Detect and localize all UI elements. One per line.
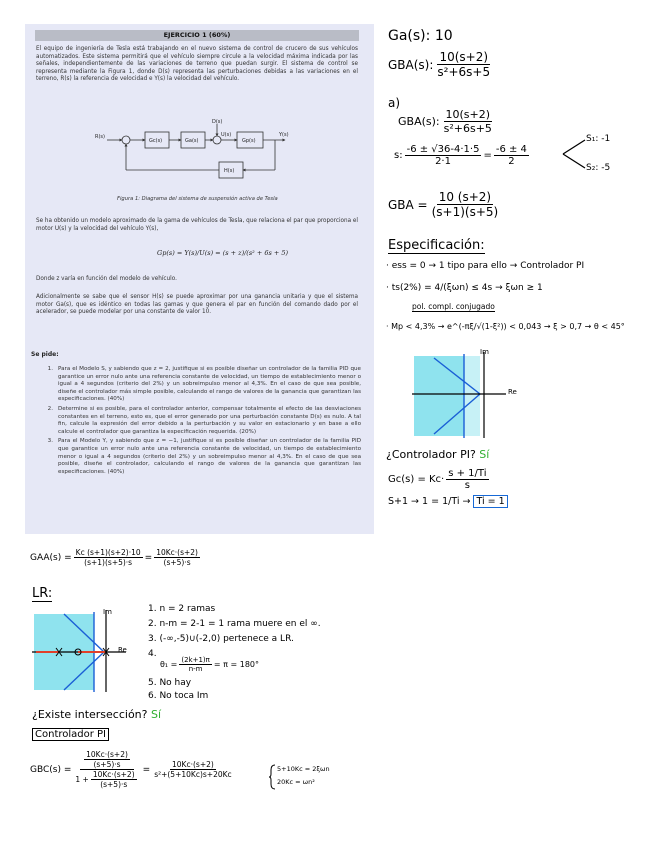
roots-lhs: s: (394, 150, 403, 161)
gc-lhs: Gc(s) = Kc· (388, 474, 445, 485)
note-gaa: GAA(s) = $\frac{Kc (s+1)(s+2)\cdot 10}{(s+1)(s+5)\cdot s}$ = $\frac{10Kc\cdot(s+2)}{(s+5)\cdot s}$ (30, 548, 198, 567)
theta-numerator: (2k+1)π (181, 656, 210, 664)
roots-denominator-1: 2·1 (435, 156, 451, 167)
exercise-header: EJERCICIO 1 (60%) (35, 30, 359, 41)
gba-fraction-repeat (442, 108, 494, 135)
gba-denominator: s²+6s+5 (437, 65, 491, 79)
note-part-a: a) (388, 96, 401, 110)
locus-axis-re: Re (118, 646, 127, 654)
question-text: Determine si es posible, para el controlador anterior, compensar totalmente el efecto de las desviaciones constantes en el terreno, esto es, que el error generado por una perturbación constante D(s) es nulo. A tal fin, calcule la expresión del error debido a la perturbación y su valor en estacionario y en base a ello calcule el controlador que garantiza la especificación requerida. (20%) (58, 405, 361, 435)
gaa-numerator-2: 10Kc·(s+2) (156, 548, 198, 557)
note-pi-question (386, 448, 489, 461)
question-item (35, 438, 361, 476)
gbc-result-numerator: 10Kc·(s+2) (172, 760, 214, 769)
lr-item-6: 6. No toca Im (148, 691, 209, 701)
gba-fraction (435, 50, 492, 79)
gaa-fraction-1 (74, 548, 143, 567)
z-paragraph: Donde z varía en función del modelo de vehículo. (36, 276, 177, 282)
lr-item-5: 5. No hay (148, 678, 192, 688)
diagram-label-d: D(s) (212, 119, 223, 125)
note-spec-title: Especificación: (388, 238, 485, 253)
gbc-big-denominator (73, 770, 140, 789)
note-intersection-question (32, 708, 161, 721)
intersection-answer-si: Sí (150, 708, 162, 721)
lr-item-4: 4. (148, 649, 157, 659)
roots-branch-lines (561, 136, 587, 172)
diagram-block-gp: Gp(s) (242, 138, 256, 144)
gbc-top-numerator: 10Kc·(s+2) (86, 750, 128, 759)
diagram-label-u: U(s) (221, 132, 232, 138)
note-spec-2: · ts(2%) = 4/(ξωn) ≤ 4s → ξωn ≥ 1 (386, 283, 543, 293)
region-axis-im: Im (480, 348, 489, 356)
gbc-bottom-numerator: 10Kc·(s+2) (92, 770, 135, 779)
gba-lhs-repeat: GBA(s): (398, 115, 440, 128)
question-text: Para el Modelo S, y sabiendo que z = 2, justifique si es posible diseñar un controlador de la familia PID que garantice un error nulo ante una referencia constante de velocidad, un tiempo de establecimiento menor o igual a 4 segundos (criterio del 2%) y un sobreimpulso menor al 4,3%. En el caso de que sea posible, diseñe el controlador más simple posible, calculando el rango de valores de la ganancia que garantizan las especificaciones. (40%) (58, 366, 361, 403)
note-s1: S₁: -1 (586, 134, 611, 144)
gbc-bottom-fraction (91, 770, 137, 789)
ti-line: S+1 → 1 = 1/Ti → (388, 496, 471, 507)
gc-denominator: s (464, 480, 470, 491)
gbc-top-fraction (84, 750, 130, 769)
note-spec-1: · ess = 0 → 1 tipo para ello → Controlador PI (386, 261, 585, 271)
gaa-numerator-1: Kc (s+1)(s+2)·10 (75, 548, 141, 557)
intersection-question-text: ¿Existe intersección? (32, 708, 148, 721)
gba2-numerator: 10 (s+2) (438, 190, 492, 204)
figure-caption: Figura 1: Diagrama del sistema de suspensión activa de Tesla (117, 196, 278, 202)
spec-region-sketch (410, 350, 520, 440)
question-number: 2. (47, 405, 53, 412)
diagram-block-h: H(s) (224, 168, 235, 174)
question-list (35, 366, 361, 478)
gaa-fraction-2 (154, 548, 200, 567)
gbc-big-numerator (80, 750, 134, 770)
gba-lhs: GBA(s): (388, 57, 434, 72)
note-lr-title: LR: (32, 586, 53, 601)
gbc-bottom-denominator: (s+5)·s (100, 780, 128, 789)
ti-result-box: Ti = 1 (473, 495, 507, 508)
gba2-fraction (430, 190, 501, 219)
question-item (35, 406, 361, 436)
theta-fraction (179, 656, 212, 673)
note-controller-box: Controlador PI (32, 728, 109, 741)
pi-question-text: ¿Controlador PI? (386, 448, 476, 461)
diagram-block-gc: Gc(s) (149, 138, 163, 144)
question-number: 3. (47, 438, 53, 445)
gbc-one-plus: 1 + (75, 775, 89, 784)
gbc-big-fraction (73, 750, 140, 789)
theta-denominator: n-m (188, 665, 203, 673)
roots-numerator-1: -6 ± √36-4·1·5 (406, 144, 480, 155)
gba-numerator-repeat: 10(s+2) (445, 108, 491, 121)
note-theta (160, 656, 259, 673)
note-system-eq-2: 20Kc = ωn² (277, 778, 315, 786)
note-roots: s: $\frac{-6 \pm √36-4\cdot 1\cdot 5}{2\cdot 1}$ = $\frac{-6 \pm 4}{2}$ (394, 144, 527, 167)
gba-denominator-repeat: s²+6s+5 (443, 122, 492, 135)
gc-fraction (446, 468, 488, 491)
note-gba-repeat (398, 108, 496, 135)
lr-item-2: 2. n-m = 2-1 = 1 rama muere en el ∞. (148, 619, 321, 629)
note-gc (388, 468, 491, 491)
note-s2: S₂: -5 (586, 163, 611, 173)
region-axis-re: Re (508, 388, 517, 396)
gbc-top-denominator: (s+5)·s (93, 760, 121, 769)
gaa-denominator-2: (s+5)·s (163, 558, 191, 567)
gbc-result-denominator: s²+(5+10Kc)s+20Kc (154, 770, 232, 779)
note-spec-3: · Mp < 4,3% → e^(-πξ/√(1-ξ²)) < 0,043 → ξ > 0,7 → θ < 45° (386, 322, 625, 331)
locus-axis-im: Im (103, 608, 112, 616)
intro-paragraph: El equipo de ingeniería de Tesla está trabajando en el nuevo sistema de control de crucero de sus vehículos automatizados. Este sistema permitirá que el vehículo siempre circule a la velocidad máxima indicada por las señales, independientemente de las variaciones de terreno que puedan surgir. El sistema de control se representa mediante la Figura 1, donde D(s) representa las perturbaciones debidas a las variaciones en el terreno, R(s) la referencia de velocidad e Y(s) la velocidad del vehículo. (36, 46, 358, 83)
se-pide-heading: Se pide: (31, 351, 59, 358)
question-item (35, 366, 361, 404)
note-gba (388, 50, 494, 79)
gbc-result-fraction (152, 760, 233, 779)
pi-answer-si: Sí (479, 448, 490, 461)
model-paragraph: Se ha obtenido un modelo aproximado de la gama de vehículos de Tesla, que relaciona el par que proporciona el motor U(s) y la velocidad del vehículo Y(s), (36, 218, 358, 232)
system-brace (268, 764, 276, 790)
roots-denominator-2: 2 (508, 156, 515, 167)
theta-lhs: θ₁ = (160, 660, 178, 669)
roots-fraction-1 (405, 144, 482, 167)
gbc-lhs: GBC(s) = (30, 764, 72, 775)
roots-fraction-2 (494, 144, 529, 167)
gc-numerator: s + 1/Ti (448, 468, 487, 479)
gaa-lhs: GAA(s) = (30, 552, 72, 563)
gba2-denominator: (s+1)(s+5) (431, 205, 499, 219)
diagram-block-ga: Ga(s) (185, 138, 199, 144)
roots-numerator-2: -6 ± 4 (495, 144, 527, 155)
note-gba-factored (388, 190, 502, 219)
note-ti (388, 496, 508, 507)
gaa-denominator-1: (s+1)(s+5)·s (84, 558, 133, 567)
lr-item-1: 1. n = 2 ramas (148, 604, 216, 614)
note-spec-2b: pol. compl. conjugado (412, 302, 495, 311)
question-text: Para el Modelo Y, y sabiendo que z = −1, justifique si es posible diseñar un controlador de la familia PID que garantice un error nulo ante una referencia constante de velocidad, un tiempo de establecimiento menor o igual a 4 segundos (criterio del 2%) y un sobreimpulso menor al 4,3%. En el caso de que sea posible, diseñe el controlador, calculando el rango de valores de la ganancia que garantizan las especificaciones. (40%) (58, 438, 361, 475)
extra-paragraph: Adicionalmente se sabe que el sensor H(s) se puede aproximar por una ganancia unitaria y que el sistema motor Ga(s), que es idéntico en todas las gamas y que genera el par en función del comando dado por el acelerador, se puede modelar por una constante de valor 10. (36, 294, 358, 316)
diagram-label-y: Y(s) (279, 132, 289, 138)
lr-item-3: 3. (-∞,-5)∪(-2,0) pertenece a LR. (148, 634, 294, 644)
block-diagram (95, 118, 295, 186)
theta-rhs: = π = 180° (213, 660, 259, 669)
question-number: 1. (47, 366, 53, 372)
note-system-eq-1: 5+10Kc = 2ξωn (277, 765, 330, 773)
gba-numerator: 10(s+2) (439, 50, 489, 64)
gba2-lhs: GBA = (388, 197, 428, 212)
exercise-photo (25, 24, 374, 534)
model-formula: Gp(s) = Y(s)/U(s) = (s + z)/(s² + 6s + 5) (157, 249, 289, 257)
note-ga: Ga(s): 10 (388, 28, 453, 44)
diagram-label-r: R(s) (95, 134, 105, 140)
note-gbc: GBC(s) = $\frac{10Kc\cdot(s+2)}{(s+5)\cdot s}$ 1 + $\frac{10Kc\cdot(s+2)}{(s+5)\cdot s}$ = $\frac{10Kc\cdot(s+2)}{\text{s²+(5+10Kc)s+20Kc}}$ (30, 750, 232, 789)
